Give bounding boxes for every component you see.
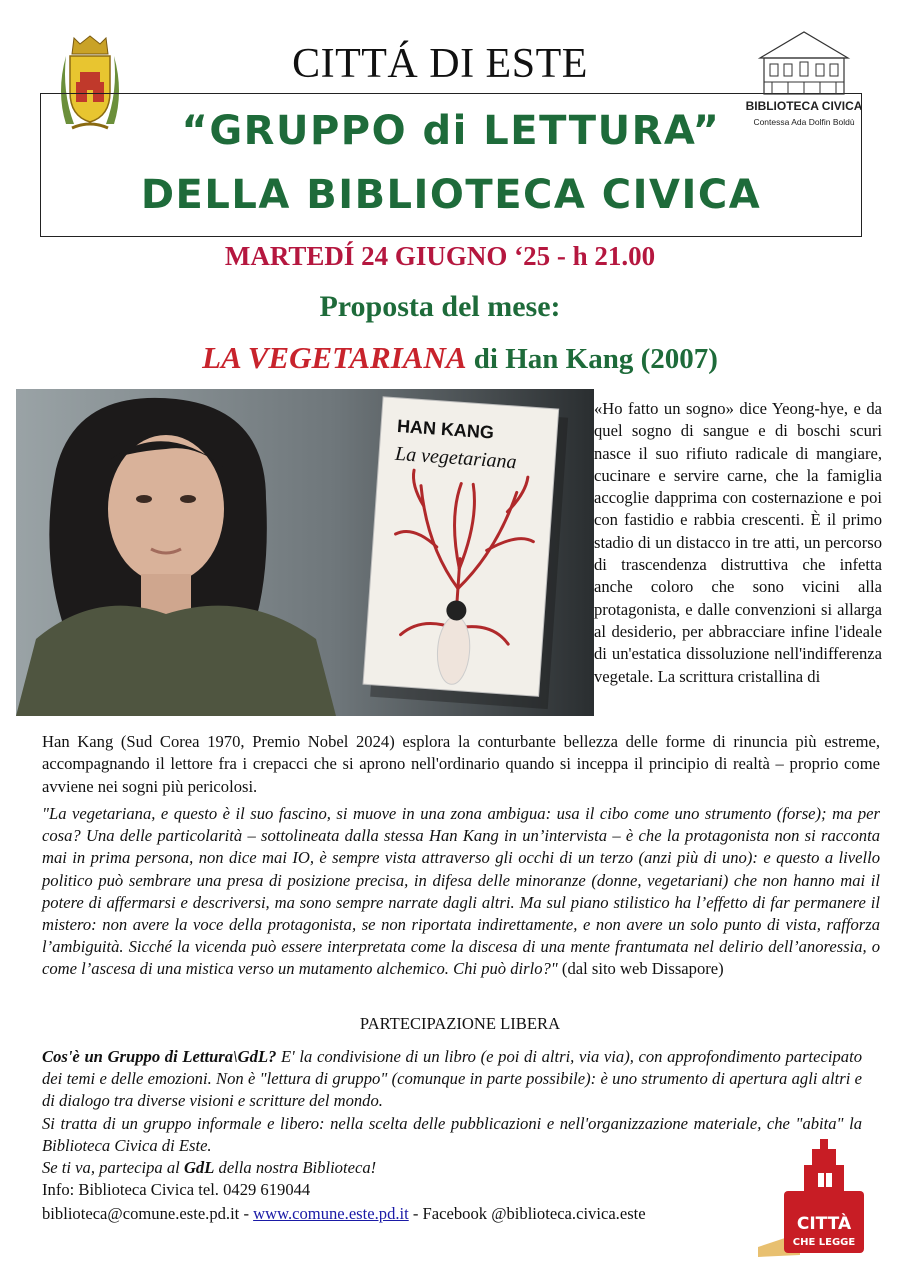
city-logo-line2: CHE LEGGE xyxy=(792,1237,856,1248)
city-logo-line1: CITTÀ xyxy=(796,1214,852,1234)
author-photo-with-book xyxy=(16,389,594,716)
book-title: LA VEGETARIANA xyxy=(202,340,467,375)
quote-source: (dal sito web Dissapore) xyxy=(557,959,724,979)
synopsis-text: «Ho fatto un sogno» dice Yeong-hye, e da quel sogno di sangue e di boschi scuri nasce il suo rifiuto radicale di mangiare, cucinare e servire carne, che la famiglia accoglie dapprima con costernazione e poi con fastidio e rabbia crescenti. È il primo stadio di un distacco in tre atti, un percorso di trascendenza distruttiva che infetta anche coloro che sono vicini alla protagonista, e dalle convenzioni si allarga al desiderio, per abbracciare infine l'ideale di un'estatica dissoluzione nell'indifferenza vegetale. La scrittura cristallina di xyxy=(594,399,882,686)
event-date: MARTEDÍ 24 GIUGNO ‘25 - h 21.00 xyxy=(224,241,656,271)
cover-title: La vegetariana xyxy=(394,442,518,474)
library-logo-name: BIBLIOTECA CIVICA xyxy=(745,99,863,113)
gdl-informal: Si tratta di un gruppo informale e libero: nella scelta delle pubblicazioni e nell'organizzazione materiale, che "abita" la Biblioteca Civica di Este. xyxy=(42,1113,862,1155)
contact-email[interactable]: biblioteca@comune.este.pd.it xyxy=(42,1203,240,1223)
citta-che-legge-logo xyxy=(752,1135,868,1259)
info-phone: Info: Biblioteca Civica tel. 0429 619044 xyxy=(42,1180,311,1199)
library-logo-subtitle: Contessa Ada Dolfin Boldù xyxy=(753,117,855,127)
website-link[interactable]: www.comune.este.pd.it xyxy=(253,1203,409,1223)
participation-label: PARTECIPAZIONE LIBERA xyxy=(359,1014,561,1033)
group-title: “GRUPPO di LETTURA” xyxy=(181,108,721,154)
contact-line xyxy=(42,1202,822,1226)
group-subtitle: DELLA BIBLIOTECA CIVICA xyxy=(140,172,762,218)
gdl-answer: E' la condivisione di un libro (e poi di altri, via via), con approfondimento partecipato dei temi e delle emozioni. Non è "lettura di gruppo" (comunque in parte possibile): è uno strumento di apertura agli altri e di dialogo tra diverse visioni e scritture del mondo. xyxy=(42,1047,862,1111)
library-logo xyxy=(745,28,863,132)
gdl-description xyxy=(42,1046,862,1179)
gdl-question: Cos'è un Gruppo di Lettura\GdL? xyxy=(42,1047,277,1066)
contact-separator: - xyxy=(239,1203,254,1223)
review-quote xyxy=(42,803,880,981)
synopsis-continued: Han Kang (Sud Corea 1970, Premio Nobel 2024) esplora la conturbante bellezza delle forme di rinuncia più estreme, accompagnando il lettore fra i crepacci che si aprono nell'ordinario quando si inceppa il principio di realtà – proprio come avviene nei sogni più pericolosi. xyxy=(42,732,880,796)
book-title-line xyxy=(0,340,920,376)
contact-info xyxy=(42,1178,822,1225)
invite-post: della nostra Biblioteca! xyxy=(214,1158,377,1178)
invite-pre: Se ti va, partecipa al xyxy=(42,1158,184,1178)
facebook-handle: - Facebook @biblioteca.civica.este xyxy=(408,1203,646,1223)
proposal-label: Proposta del mese: xyxy=(319,290,561,323)
quote-text: "La vegetariana, e questo è il suo fascino, si muove in una zona ambigua: usa il cibo come uno strumento (forse); ma per cosa? Una delle particolarità – sottolineata dalla stessa Han Kang in un’intervista – è che la protagonista non si racconta mai in prima persona, non dice mai IO, è sempre vista attraverso gli occhi di un terzo (anzi più di uno): e questo a livello politico può sembrare una presa di posizione precisa, in difesa delle minoranze (donne, vegetariani) che non hanno mai il potere di affermarsi e descriversi, ma sono sempre narrate dagli altri. Ma sul piano stilistico ha l’effetto di far permanere il mistero: non avere la voce della protagonista, se non riportata indirettamente, e non avere un solo punto di vista, rafforza l’ambiguità. Sicché la vicenda può essere interpretata come la discesa di una mente frantumata nel delirio dell’anoressia, o come l’ascesa di una mistica verso un mutamento alchemico. Chi può dirlo?" xyxy=(42,804,880,979)
cover-author: HAN KANG xyxy=(396,415,495,443)
author-year: di Han Kang (2007) xyxy=(466,343,718,375)
city-title: CITTÁ DI ESTE xyxy=(292,41,588,87)
invite-gdl: GdL xyxy=(183,1158,215,1178)
